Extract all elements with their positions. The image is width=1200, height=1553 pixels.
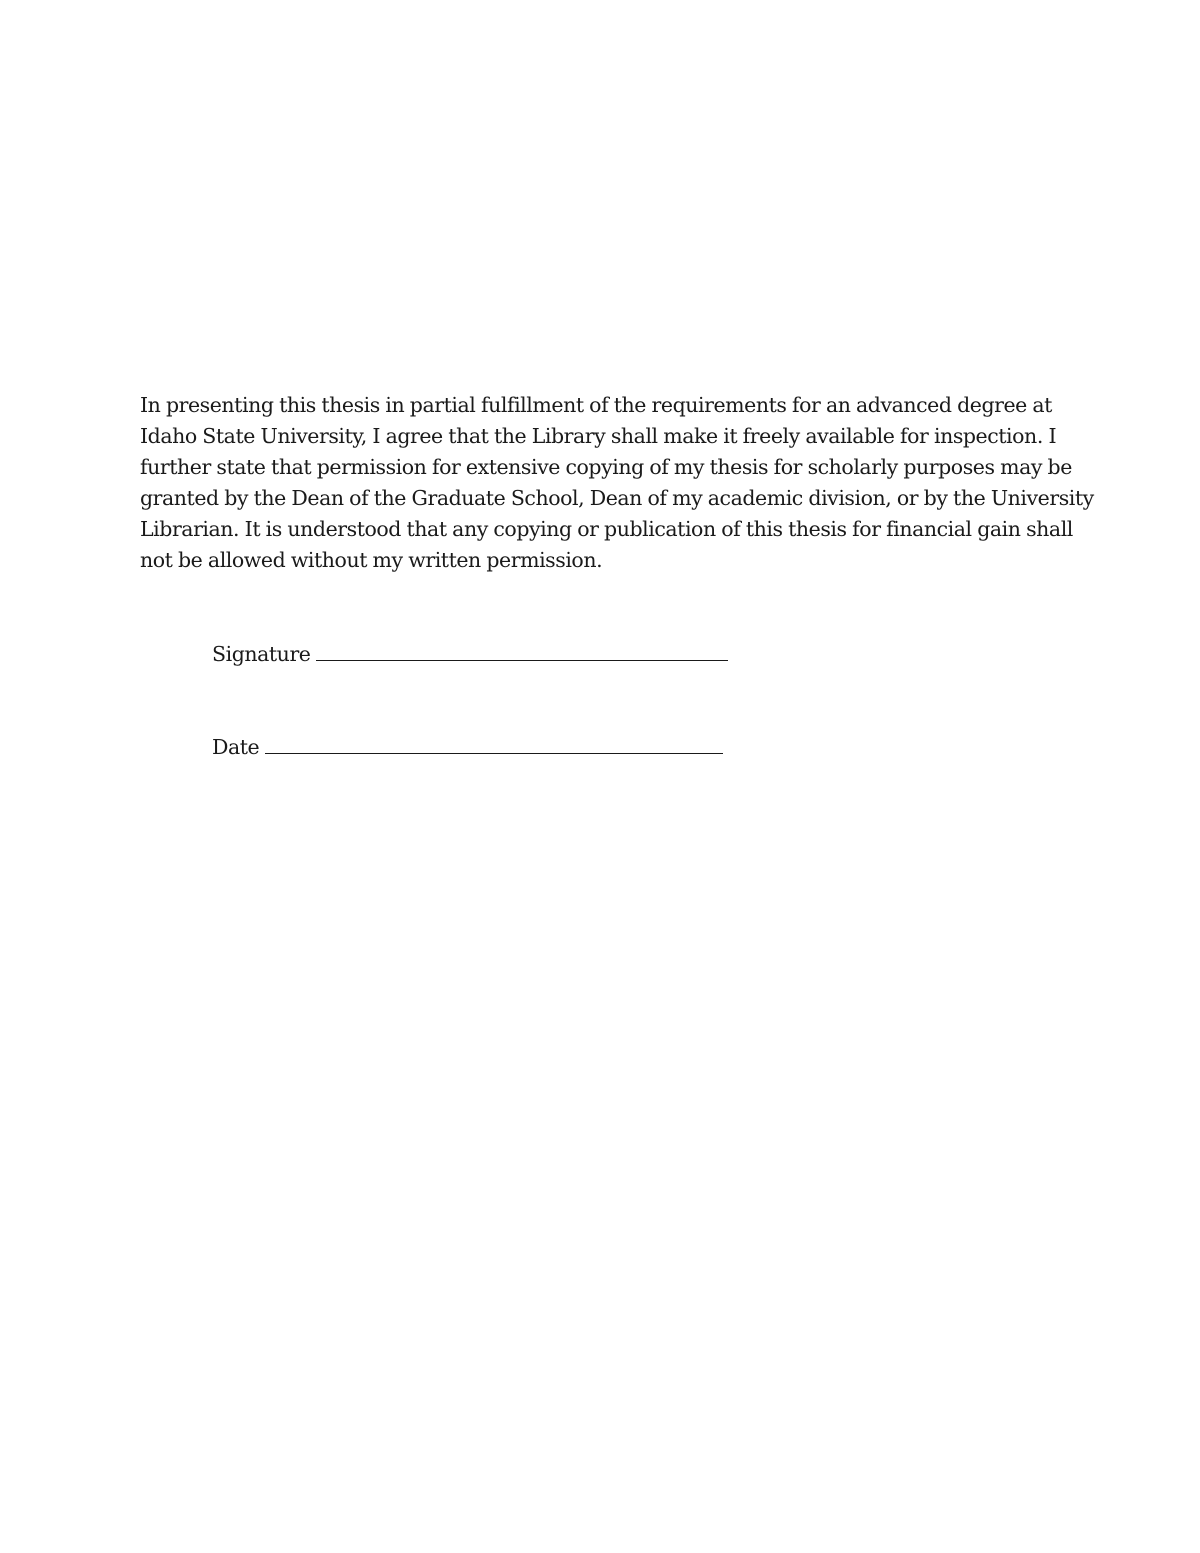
statement-line: granted by the Dean of the Graduate School, Dean of my academic division, or by the University bbox=[140, 486, 1094, 510]
statement-line: further state that permission for extensive copying of my thesis for scholarly purposes may be bbox=[140, 455, 1072, 479]
signature-label: Signature bbox=[212, 642, 311, 666]
statement-line: not be allowed without my written permission. bbox=[140, 548, 603, 572]
date-field bbox=[212, 733, 723, 761]
date-line[interactable] bbox=[265, 735, 723, 754]
statement-line: In presenting this thesis in partial fulfillment of the requirements for an advanced degree at bbox=[140, 393, 1052, 417]
permission-statement bbox=[140, 390, 1094, 576]
signature-field bbox=[212, 640, 728, 668]
date-label: Date bbox=[212, 735, 260, 759]
statement-line: Librarian. It is understood that any copying or publication of this thesis for financial gain shall bbox=[140, 517, 1073, 541]
statement-line: Idaho State University, I agree that the Library shall make it freely available for inspection. I bbox=[140, 424, 1057, 448]
signature-line[interactable] bbox=[316, 642, 728, 661]
